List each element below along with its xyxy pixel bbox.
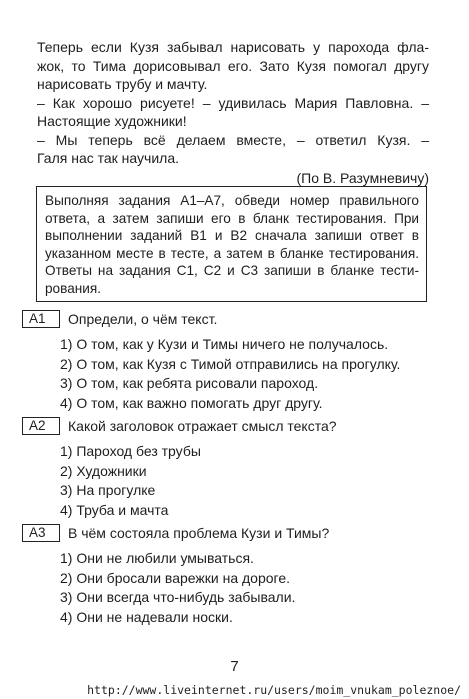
answer-option[interactable]: 3) О том, как ребята рисовали пароход. [60, 375, 319, 391]
answer-option[interactable]: 2) Они бросали варежки на дороге. [60, 569, 291, 586]
task-header [22, 309, 442, 329]
task-label: А2 [22, 417, 60, 435]
page-number: 7 [230, 658, 239, 675]
story-line: нарисовать трубу и мачту. [37, 76, 208, 92]
story-attribution: (По В. Разумневичу) [296, 169, 429, 186]
instructions-line: указанном месте в тесте, а затем в бланке тестирования. [45, 245, 419, 261]
instructions-box [36, 186, 427, 302]
instructions-line: Ответы на задания С1, С2 и С3 запиши в бланке тести- [45, 263, 419, 278]
story-line: Галя нас так научила. [37, 150, 180, 166]
answer-option[interactable]: 3) Они всегда что-нибудь забывали. [60, 589, 296, 605]
task-question: Какой заголовок отражает смысл текста? [68, 418, 337, 434]
task-question: Определи, о чём текст. [68, 311, 218, 327]
answer-option[interactable]: 1) Они не любили умываться. [60, 550, 254, 566]
footer-url: http://www.liveinternet.ru/users/moim_vnukam_poleznoe/ [87, 683, 461, 697]
story-line: Настоящие художники! [37, 113, 187, 129]
answer-option[interactable]: 1) О том, как у Кузи и Тимы ничего не получалось. [60, 336, 389, 352]
story-line: Теперь если Кузя забывал нарисовать у парохода фла- [37, 39, 429, 55]
story-line: – Мы теперь всё делаем вместе, – ответил Кузя. – [37, 131, 429, 148]
task-a2 [22, 416, 442, 520]
answer-option[interactable]: 3) На прогулке [60, 482, 156, 498]
instructions-line: выполнении заданий В1 и В2 сначала запиши ответ в [45, 228, 419, 243]
answer-options [60, 335, 442, 413]
answer-option[interactable]: 2) Художники [60, 462, 147, 479]
task-question: В чём состояла проблема Кузи и Тимы? [68, 525, 330, 541]
task-a3 [22, 523, 442, 627]
answer-option[interactable]: 4) Труба и мачта [60, 501, 169, 518]
answer-options [60, 549, 442, 627]
task-a1 [22, 309, 442, 413]
answer-option[interactable]: 2) О том, как Кузя с Тимой отправились на прогулку. [60, 355, 401, 372]
task-label: А1 [22, 310, 60, 328]
instructions-line: Выполняя задания А1–А7, обведи номер правильного [45, 193, 419, 208]
story-text [37, 38, 429, 187]
answer-option[interactable]: 4) Они не надевали носки. [60, 608, 233, 625]
answer-options [60, 442, 442, 520]
task-label: А3 [22, 524, 60, 542]
instructions-line: рования. [45, 280, 101, 296]
answer-option[interactable]: 4) О том, как важно помогать друг другу. [60, 394, 323, 411]
instructions-line: ответа, а затем запиши его в бланк тестирования. При [45, 210, 419, 226]
task-header [22, 523, 442, 543]
answer-option[interactable]: 1) Пароход без трубы [60, 443, 201, 459]
task-header [22, 416, 442, 436]
story-line: – Как хорошо рисуете! – удивилась Мария Павловна. – [37, 94, 429, 111]
story-line: жок, то Тима дорисовывал его. Зато Кузя помогал другу [37, 57, 429, 74]
